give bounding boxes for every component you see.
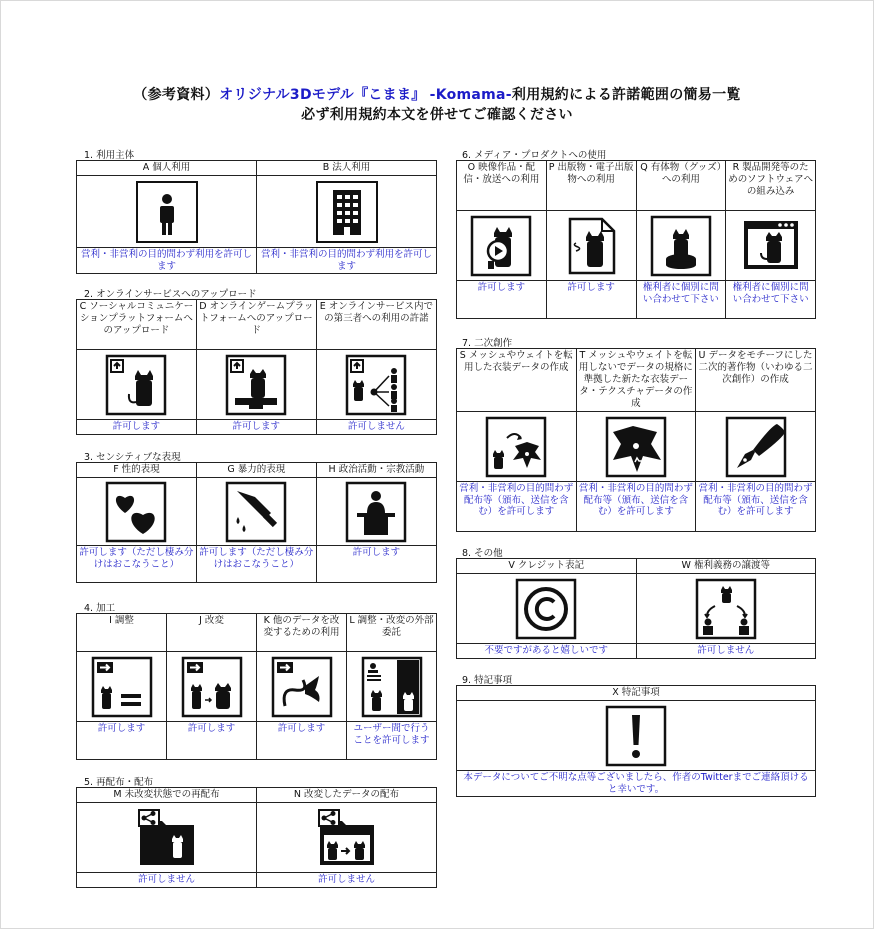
section-1-table: [76, 160, 437, 274]
result-r: 権利者に個別に問い合わせて下さい: [726, 281, 816, 319]
header-r: R 製品開発等のためのソフトウェアへの組み込み: [726, 161, 816, 211]
header-u: U データをモチーフにした二次的著作物（いわゆる二次創作）の作成: [696, 349, 816, 412]
costume-transfer-icon: [485, 416, 547, 478]
result-x: 本データについてご不明な点等ございましたら、作者のTwitterまでご連絡頂けると幸いです。: [457, 771, 816, 797]
section-4-label: 4. 加工: [84, 603, 116, 614]
goods-icon: [650, 215, 712, 277]
header-b: B 法人利用: [257, 161, 437, 176]
title-suffix: 利用規約による許諾範囲の簡易一覧: [511, 87, 741, 103]
result-n: 許可しません: [257, 873, 437, 888]
person-icon: [136, 181, 198, 243]
header-k: K 他のデータを改変するための利用: [257, 614, 347, 652]
game-upload-icon: [225, 354, 287, 416]
header-n: N 改変したデータの配布: [257, 788, 437, 803]
title-prefix: （参考資料）: [133, 87, 220, 103]
result-v: 不要ですがあると嬉しいです: [457, 644, 637, 659]
result-j: 許可します: [167, 722, 257, 760]
new-costume-icon: [605, 416, 667, 478]
section-2-table: [76, 299, 437, 435]
upload-cat-icon: [105, 354, 167, 416]
result-l: ユーザー間で行うことを許可します: [347, 722, 437, 760]
copyright-icon: [515, 578, 577, 640]
result-t: 営利・非営利の目的問わず配布等（頒布、送信を含む）を許可します: [576, 482, 696, 532]
section-9-label: 9. 特記事項: [462, 675, 513, 686]
result-i: 許可します: [77, 722, 167, 760]
exclamation-icon: [605, 705, 667, 767]
header-a: A 個人利用: [77, 161, 257, 176]
result-a: 営利・非営利の目的問わず利用を許可します: [77, 248, 257, 274]
result-p: 許可します: [546, 281, 636, 319]
section-7-label: 7. 二次創作: [462, 338, 513, 349]
header-c: C ソーシャルコミュニケーションプラットフォームへのアップロード: [77, 300, 197, 350]
header-l: L 調整・改変の外部委託: [347, 614, 437, 652]
header-o: O 映像作品・配信・放送への利用: [457, 161, 547, 211]
header-g: G 暴力的表現: [196, 463, 316, 478]
video-icon: [470, 215, 532, 277]
header-d: D オンラインゲームプラットフォームへのアップロード: [196, 300, 316, 350]
modify-icon: [181, 656, 243, 718]
section-8-label: 8. その他: [462, 548, 503, 559]
header-s: S メッシュやウェイトを転用した衣装データの作成: [457, 349, 577, 412]
speaker-podium-icon: [345, 481, 407, 543]
result-k: 許可します: [257, 722, 347, 760]
header-m: M 未改変状態での再配布: [77, 788, 257, 803]
header-h: H 政治活動・宗教活動: [316, 463, 436, 478]
hearts-icon: [105, 481, 167, 543]
result-e: 許可しません: [316, 420, 436, 435]
result-q: 権利者に個別に問い合わせて下さい: [636, 281, 726, 319]
title-name: -Komama-: [429, 87, 512, 103]
header-w: W 権利義務の譲渡等: [636, 559, 816, 574]
title-model: オリジナル3Dモデル『こまま』: [219, 87, 426, 103]
header-t: T メッシュやウェイトを転用しないでデータの規格に準拠した新たな衣装データ・テクスチャデータの作成: [576, 349, 696, 412]
result-b: 営利・非営利の目的問わず利用を許可します: [257, 248, 437, 274]
result-s: 営利・非営利の目的問わず配布等（頒布、送信を含む）を許可します: [457, 482, 577, 532]
result-g: 許可します（ただし棲み分けはおこなうこと）: [196, 546, 316, 583]
redistribute-icon: [136, 807, 198, 869]
result-w: 許可しません: [636, 644, 816, 659]
result-f: 許可します（ただし棲み分けはおこなうこと）: [77, 546, 197, 583]
result-u: 営利・非営利の目的問わず配布等（頒布、送信を含む）を許可します: [696, 482, 816, 532]
result-m: 許可しません: [77, 873, 257, 888]
header-q: Q 有体物（グッズ）への利用: [636, 161, 726, 211]
section-4-table: [76, 613, 437, 760]
publication-icon: [560, 215, 622, 277]
transfer-rights-icon: [695, 578, 757, 640]
result-c: 許可します: [77, 420, 197, 435]
header-f: F 性的表現: [77, 463, 197, 478]
software-icon: [740, 215, 802, 277]
page-subtitle: 必ず利用規約本文を併せてご確認ください: [301, 107, 573, 123]
result-d: 許可します: [196, 420, 316, 435]
modify-other-icon: [271, 656, 333, 718]
modified-distribute-icon: [316, 807, 378, 869]
result-o: 許可します: [457, 281, 547, 319]
header-j: J 改変: [167, 614, 257, 652]
result-h: 許可します: [316, 546, 436, 583]
section-5-table: [76, 787, 437, 888]
header-x: X 特記事項: [457, 686, 816, 701]
section-7-table: [456, 348, 816, 532]
pen-nib-icon: [725, 416, 787, 478]
section-3-label: 3. センシティブな表現: [84, 452, 181, 463]
section-6-table: [456, 160, 816, 319]
page-title: [0, 84, 874, 104]
section-9-table: [456, 685, 816, 797]
section-6-label: 6. メディア・プロダクトへの使用: [462, 150, 607, 161]
section-1-label: 1. 利用主体: [84, 150, 135, 161]
outsource-icon: [361, 656, 423, 718]
section-3-table: [76, 462, 437, 583]
section-2-label: 2. オンラインサービスへのアップロード: [84, 289, 257, 300]
section-8-table: [456, 558, 816, 659]
adjust-icon: [91, 656, 153, 718]
header-e: E オンラインサービス内での第三者への利用の許諾: [316, 300, 436, 350]
share-users-icon: [345, 354, 407, 416]
header-v: V クレジット表記: [457, 559, 637, 574]
header-i: I 調整: [77, 614, 167, 652]
building-icon: [316, 181, 378, 243]
knife-icon: [225, 481, 287, 543]
header-p: P 出版物・電子出版物への利用: [546, 161, 636, 211]
section-5-label: 5. 再配布・配布: [84, 777, 154, 788]
